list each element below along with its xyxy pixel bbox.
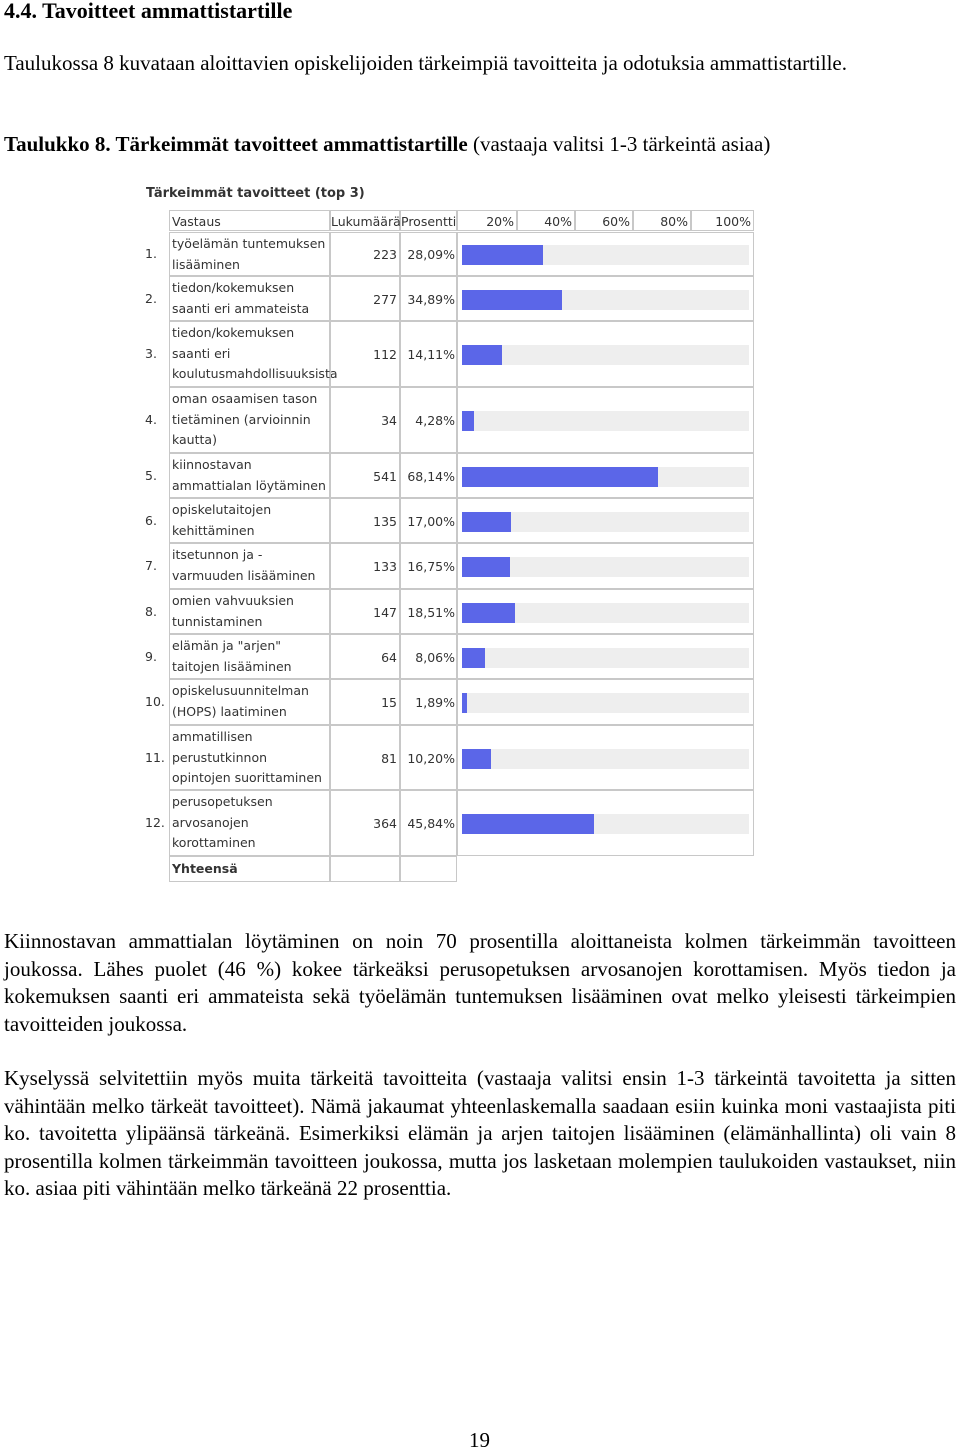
row-count: 34 [330, 387, 400, 453]
section-heading: 4.4. Tavoitteet ammattistartille [4, 0, 293, 23]
row-bar-cell [457, 725, 754, 790]
table-row [145, 321, 754, 387]
row-number: 6. [145, 513, 157, 528]
row-percent: 1,89% [400, 679, 457, 725]
bar-fill [462, 693, 467, 713]
body-paragraph-2: Kyselyssä selvitettiin myös muita tärkeitä tavoitteita (vastaaja valitsi ensin 1-3 tärkeintä tavoitetta ja sitten vähintään melko tärkeät tavoitteet). Nämä jakaumat yhteenlaskemalla saadaan esiin kuinka moni vastaajista piti ko. tavoitetta ylipäänsä tärkeänä. Esimerkiksi elämän ja arjen taitojen lisääminen (elämänhallinta) oli vain 8 prosentilla kolmen tärkeimmän tavoitteen joukossa, mutta jos lasketaan molempien taulukoiden vastaukset, niin ko. asiaa piti vähintään melko tärkeänä 22 prosenttia. [4, 1066, 956, 1200]
intro-paragraph: Taulukossa 8 kuvataan aloittavien opiskelijoiden tärkeimpiä tavoitteita ja odotuksia ammattistartille. [4, 51, 847, 75]
row-number: 3. [145, 346, 157, 361]
bar-track [462, 345, 749, 365]
row-percent: 28,09% [400, 232, 457, 276]
bar-fill [462, 512, 511, 532]
table-row [145, 725, 754, 790]
row-label: oman osaamisen tason tietäminen (arvioinnin kautta) [169, 387, 330, 453]
row-label: perusopetuksen arvosanojen korottaminen [169, 790, 330, 856]
row-number: 8. [145, 604, 157, 619]
total-count [330, 856, 400, 882]
row-label: ammatillisen perustutkinnon opintojen suorittaminen [169, 725, 330, 790]
row-percent: 68,14% [400, 453, 457, 498]
row-percent: 16,75% [400, 543, 457, 589]
header-scale-40: 40% [517, 210, 575, 231]
row-count: 147 [330, 589, 400, 634]
bar-track [462, 603, 749, 623]
table-caption-title: Taulukko 8. Tärkeimmät tavoitteet ammattistartille [4, 132, 468, 156]
row-bar-cell [457, 634, 754, 679]
row-percent: 45,84% [400, 790, 457, 856]
row-label: elämän ja "arjen" taitojen lisääminen [169, 634, 330, 679]
page-number: 19 [469, 1428, 490, 1452]
row-percent: 4,28% [400, 387, 457, 453]
row-count: 112 [330, 321, 400, 387]
header-scale-80: 80% [633, 210, 691, 231]
row-number: 10. [145, 694, 165, 709]
row-label: omien vahvuuksien tunnistaminen [169, 589, 330, 634]
row-bar-cell [457, 498, 754, 543]
row-number: 12. [145, 815, 165, 830]
bar-track [462, 749, 749, 769]
row-bar-cell [457, 453, 754, 498]
row-number: 9. [145, 649, 157, 664]
bar-fill [462, 467, 658, 487]
table-row [145, 589, 754, 634]
header-answer: Vastaus [169, 210, 330, 231]
total-row [169, 856, 457, 882]
row-bar-cell [457, 321, 754, 387]
survey-title: Tärkeimmät tavoitteet (top 3) [146, 186, 365, 201]
bar-fill [462, 814, 594, 834]
total-percent [400, 856, 457, 882]
row-bar-cell [457, 790, 754, 856]
bar-track [462, 648, 749, 668]
header-count: Lukumäärä [330, 210, 400, 231]
bar-fill [462, 603, 515, 623]
row-count: 541 [330, 453, 400, 498]
row-percent: 14,11% [400, 321, 457, 387]
row-label: itsetunnon ja -varmuuden lisääminen [169, 543, 330, 589]
bar-track [462, 467, 749, 487]
row-label: opiskelutaitojen kehittäminen [169, 498, 330, 543]
row-number: 7. [145, 558, 157, 573]
bar-track [462, 411, 749, 431]
row-count: 223 [330, 232, 400, 276]
row-number: 2. [145, 291, 157, 306]
bar-track [462, 512, 749, 532]
table-row [145, 232, 754, 276]
table-row [145, 543, 754, 589]
row-count: 64 [330, 634, 400, 679]
row-percent: 34,89% [400, 276, 457, 321]
row-label: kiinnostavan ammattialan löytäminen [169, 453, 330, 498]
bar-track [462, 557, 749, 577]
header-scale-20: 20% [457, 210, 517, 231]
row-label: opiskelusuunnitelman (HOPS) laatiminen [169, 679, 330, 725]
row-count: 135 [330, 498, 400, 543]
row-count: 133 [330, 543, 400, 589]
table-row [145, 498, 754, 543]
row-label: tiedon/kokemuksen saanti eri koulutusmahdollisuuksista [169, 321, 330, 387]
row-bar-cell [457, 276, 754, 321]
row-label: työelämän tuntemuksen lisääminen [169, 232, 330, 276]
bar-track [462, 693, 749, 713]
row-count: 277 [330, 276, 400, 321]
total-label: Yhteensä [169, 856, 330, 882]
bar-track [462, 814, 749, 834]
row-number: 11. [145, 750, 165, 765]
row-percent: 10,20% [400, 725, 457, 790]
header-percent: Prosentti [400, 210, 457, 231]
table-caption-note: (vastaaja valitsi 1-3 tärkeintä asiaa) [467, 132, 771, 156]
bar-fill [462, 290, 562, 310]
bar-fill [462, 345, 502, 365]
row-percent: 18,51% [400, 589, 457, 634]
bar-fill [462, 411, 474, 431]
row-count: 15 [330, 679, 400, 725]
bar-fill [462, 749, 491, 769]
row-bar-cell [457, 679, 754, 725]
table-row [145, 679, 754, 725]
row-count: 364 [330, 790, 400, 856]
bar-fill [462, 648, 485, 668]
row-count: 81 [330, 725, 400, 790]
bar-track [462, 245, 749, 265]
row-number: 4. [145, 412, 157, 427]
table-row [145, 387, 754, 453]
table-row [145, 276, 754, 321]
row-percent: 17,00% [400, 498, 457, 543]
bar-fill [462, 245, 543, 265]
bar-track [462, 290, 749, 310]
row-percent: 8,06% [400, 634, 457, 679]
table-caption [4, 132, 770, 157]
row-number: 5. [145, 468, 157, 483]
bar-fill [462, 557, 510, 577]
table-header [145, 210, 754, 232]
table-row [145, 790, 754, 856]
table-row [145, 453, 754, 498]
row-number: 1. [145, 246, 157, 261]
row-bar-cell [457, 232, 754, 276]
header-scale-60: 60% [575, 210, 633, 231]
table-row [145, 634, 754, 679]
row-bar-cell [457, 589, 754, 634]
row-label: tiedon/kokemuksen saanti eri ammateista [169, 276, 330, 321]
body-paragraph-1: Kiinnostavan ammattialan löytäminen on noin 70 prosentilla aloittaneista kolmen tärkeimmän tavoitteen joukossa. Lähes puolet (46 %) kokee tärkeäksi perusopetuksen arvosanojen korottamisen. Myös tiedon ja kokemuksen saanti eri ammateista sekä työelämän tuntemuksen lisääminen ovat melko yleisesti tärkeimpien tavoitteiden joukossa. [4, 929, 956, 1036]
header-scale-100: 100% [691, 210, 754, 231]
row-bar-cell [457, 543, 754, 589]
row-bar-cell [457, 387, 754, 453]
